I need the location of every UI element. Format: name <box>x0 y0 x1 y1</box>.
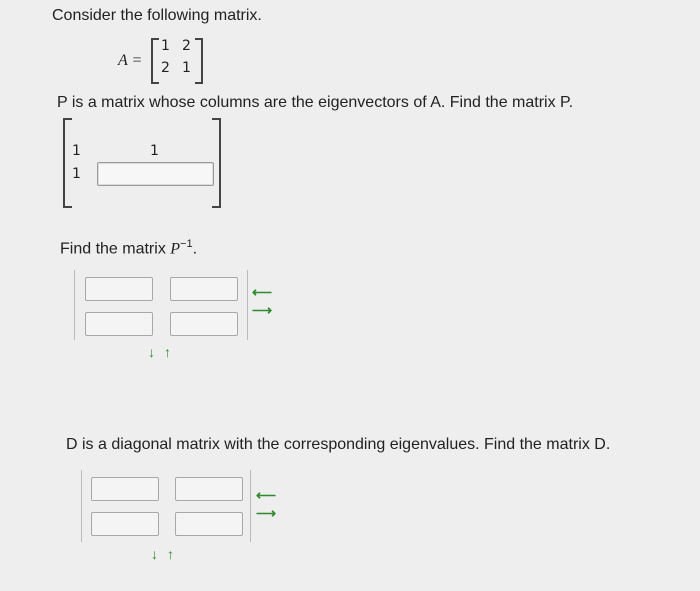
pinv-suffix: . <box>192 240 198 258</box>
matrix-a-left-bracket <box>151 38 159 84</box>
pinv-remove-row-button[interactable]: ↑ <box>164 344 171 360</box>
pinv-prompt <box>60 238 197 258</box>
d-remove-column-button[interactable]: ⟶ <box>256 505 277 521</box>
matrix-a-cell: 2 <box>182 38 191 54</box>
d-cell-input[interactable] <box>175 477 243 501</box>
pinv-exponent: −1 <box>180 238 193 250</box>
matrix-p-left-bracket <box>63 118 72 208</box>
d-cell-input[interactable] <box>175 512 243 536</box>
d-prompt: D is a diagonal matrix with the corresponding eigenvalues. Find the matrix D. <box>66 436 611 453</box>
matrix-p-cell: 1 <box>72 166 81 182</box>
d-remove-row-button[interactable]: ↑ <box>167 546 174 562</box>
pinv-cell-input[interactable] <box>85 277 153 301</box>
matrix-a-cell: 2 <box>161 60 170 76</box>
pinv-add-column-button[interactable]: ⟵ <box>252 284 273 300</box>
pinv-remove-column-button[interactable]: ⟶ <box>252 302 273 318</box>
matrix-a-label: A = <box>118 52 143 69</box>
p-prompt: P is a matrix whose columns are the eigenvectors of A. Find the matrix P. <box>57 94 574 111</box>
d-cell-input[interactable] <box>91 512 159 536</box>
pinv-add-row-button[interactable]: ↓ <box>148 344 155 360</box>
matrix-p-right-bracket <box>212 118 221 208</box>
pinv-cell-input[interactable] <box>170 312 238 336</box>
matrix-p-cell: 1 <box>150 143 159 159</box>
intro-text: Consider the following matrix. <box>52 7 262 24</box>
matrix-a-cell: 1 <box>182 60 191 76</box>
pinv-symbol: P <box>170 240 181 258</box>
d-add-row-button[interactable]: ↓ <box>151 546 158 562</box>
pinv-prompt-text: Find the matrix <box>60 240 171 258</box>
matrix-p-cell: 1 <box>72 143 81 159</box>
matrix-p-answer-input[interactable] <box>97 162 214 186</box>
d-add-column-button[interactable]: ⟵ <box>256 487 277 503</box>
matrix-a-right-bracket <box>195 38 203 84</box>
matrix-a-cell: 1 <box>161 38 170 54</box>
pinv-cell-input[interactable] <box>170 277 238 301</box>
pinv-cell-input[interactable] <box>85 312 153 336</box>
d-cell-input[interactable] <box>91 477 159 501</box>
